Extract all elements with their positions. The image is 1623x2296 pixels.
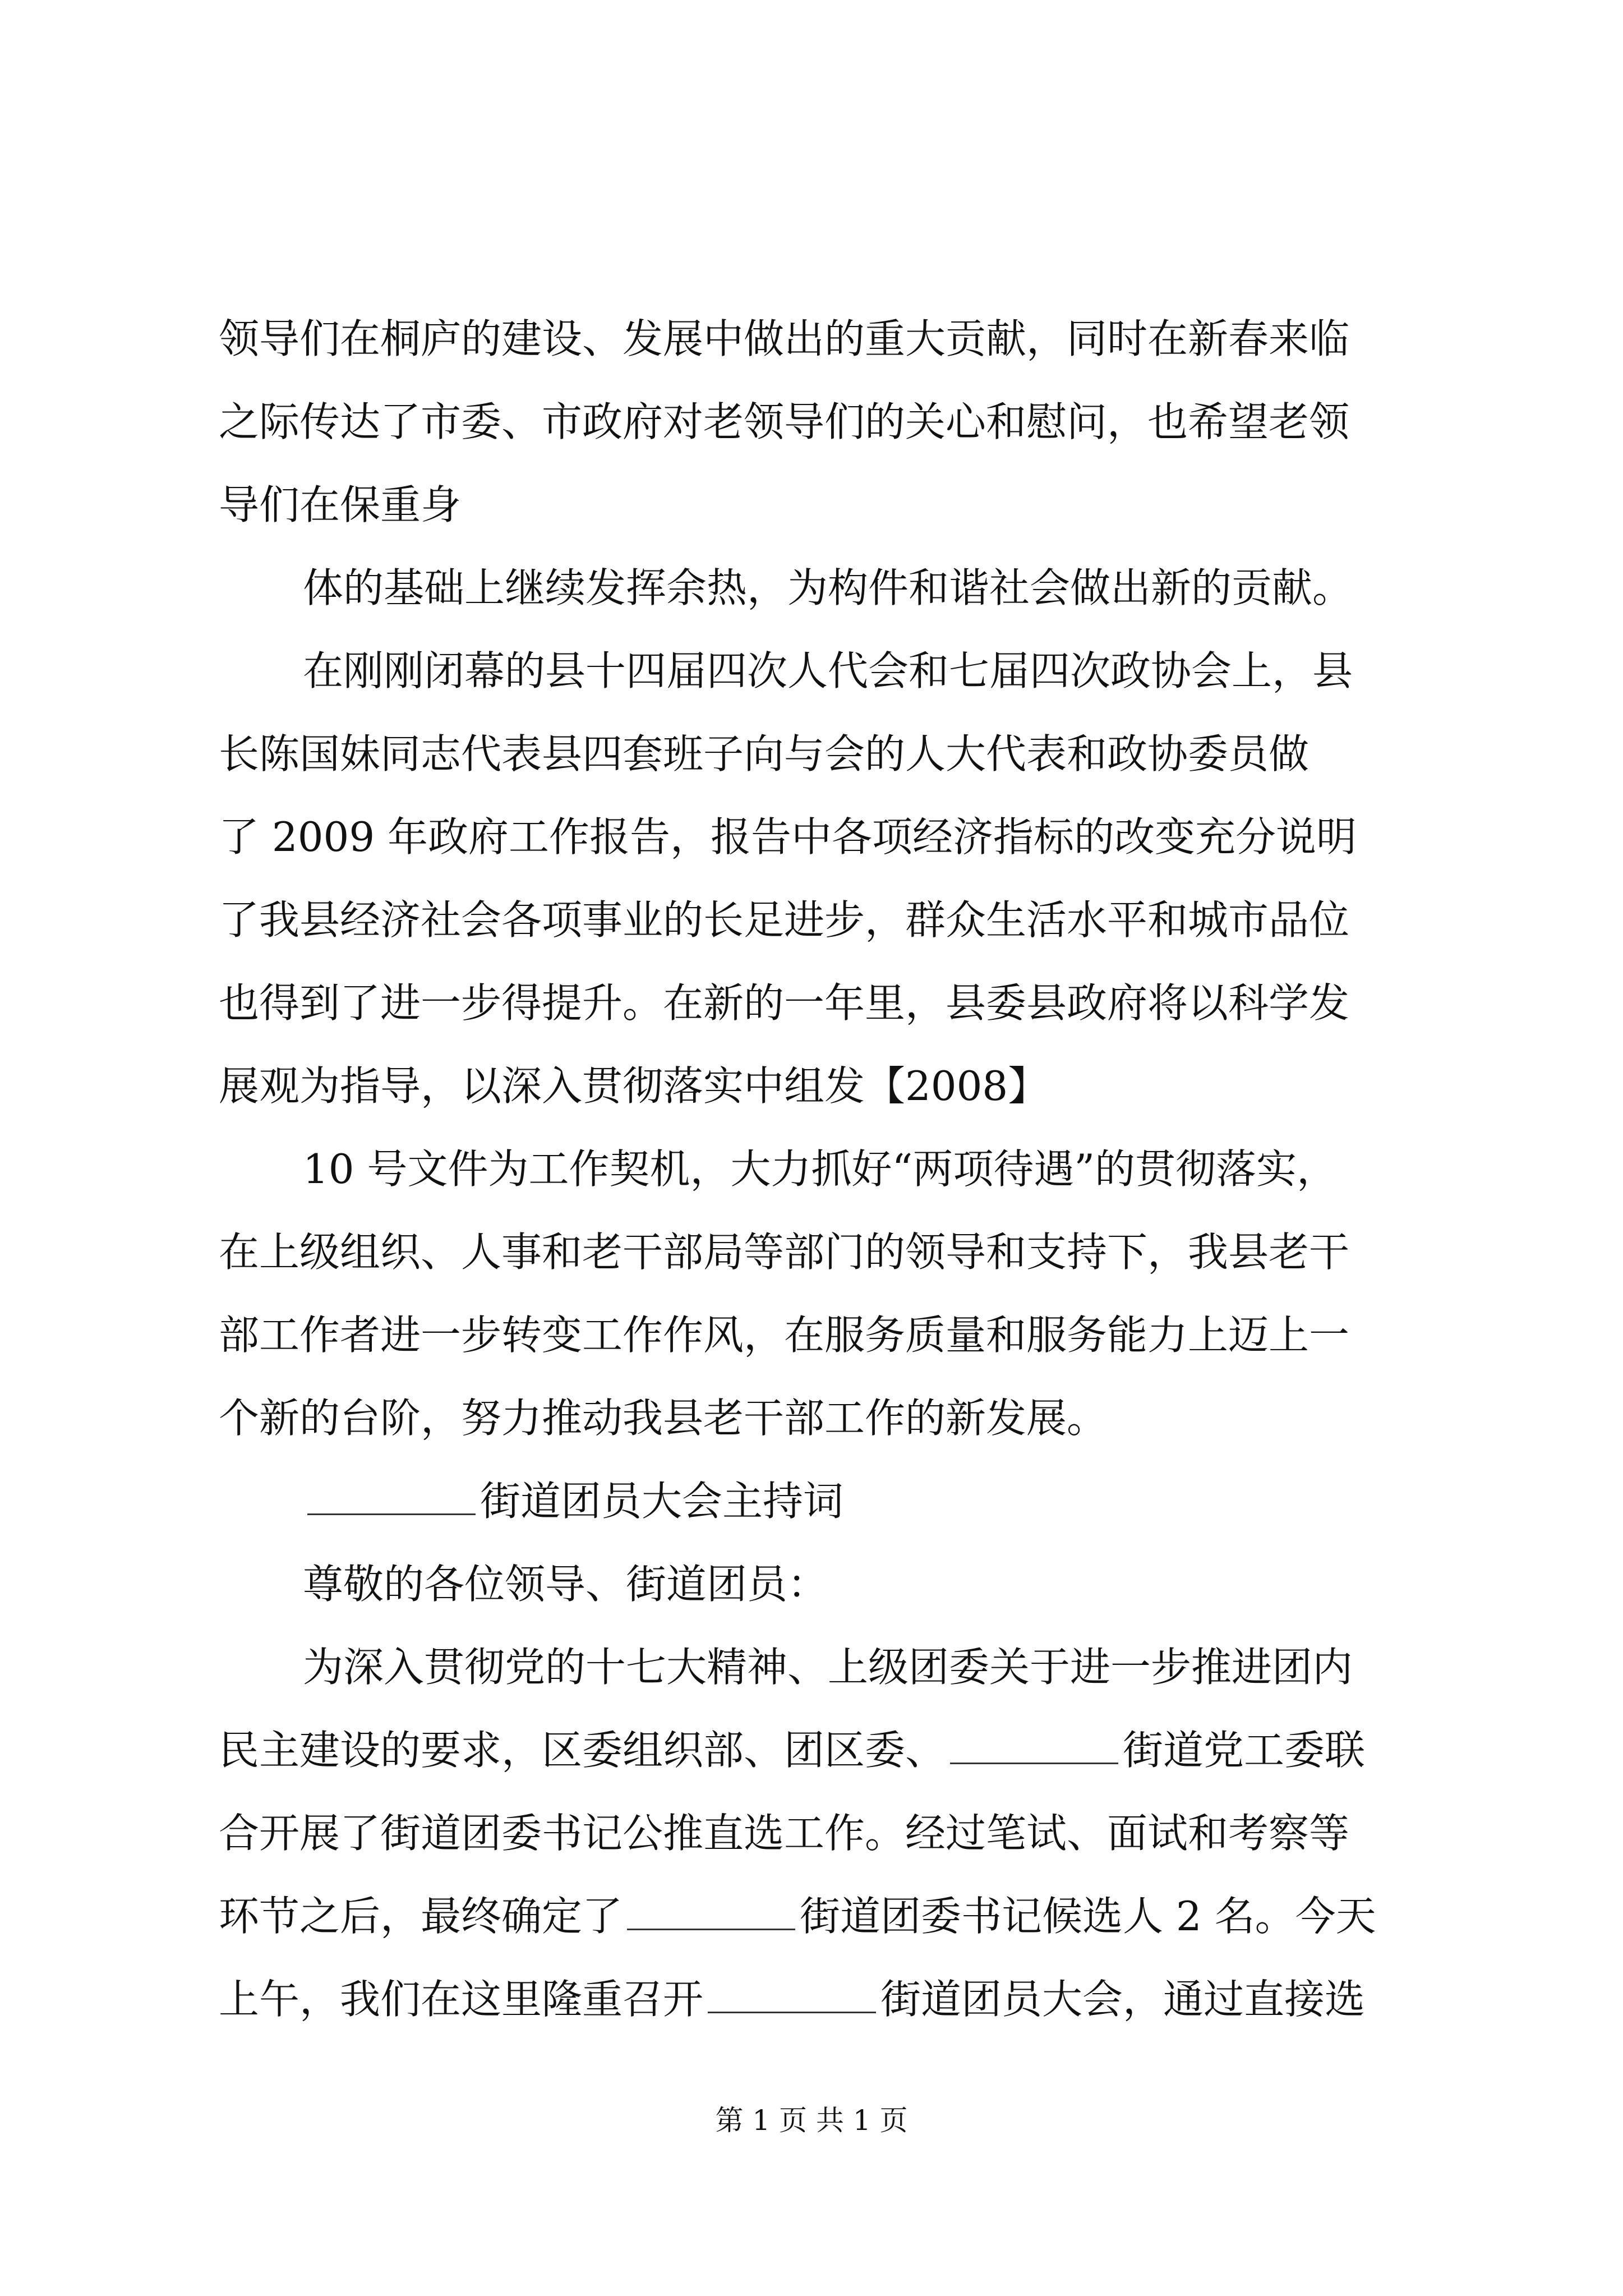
text-line: 在上级组织、人事和老干部局等部门的领导和支持下，我县老干 — [219, 1228, 1350, 1276]
text-line: 长陈国妹同志代表县四套班子向与会的人大代表和政协委员做 — [219, 730, 1310, 777]
text-segment: 环节之后，最终确定了 — [219, 1893, 623, 1940]
text-line: 部工作者进一步转变工作作风，在服务质量和服务能力上迈上一 — [219, 1312, 1350, 1359]
text-line — [219, 1958, 1365, 2041]
text-line: 10 号文件为工作契机，大力抓好“两项待遇”的贯彻落实， — [303, 1145, 1338, 1193]
text-line — [219, 1875, 1376, 1958]
text-line: 导们在保重身 — [219, 481, 462, 528]
page-number: 第 1 页 共 1 页 — [715, 2104, 908, 2137]
text-line: 了 2009 年政府工作报告，报告中各项经济指标的改变充分说明 — [219, 813, 1357, 861]
text-segment: 街道党工委联 — [1123, 1727, 1366, 1774]
text-line: 体的基础上继续发挥余热，为构件和谐社会做出新的贡献。 — [303, 564, 1353, 611]
text-segment: 街道团委书记候选人 2 名。今天 — [800, 1893, 1376, 1940]
page-footer — [0, 2098, 1623, 2138]
section-title: 街道团员大会主持词 — [480, 1478, 844, 1525]
text-line: 个新的台阶，努力推动我县老干部工作的新发展。 — [219, 1395, 1108, 1442]
fill-in-blank — [307, 1473, 476, 1515]
text-line — [219, 1709, 1365, 1792]
text-line: 展观为指导，以深入贯彻落实中组发【2008】 — [219, 1062, 1049, 1110]
salutation-line: 尊敬的各位领导、街道团员： — [303, 1561, 828, 1608]
text-segment: 街道团员大会，通过直接选 — [880, 1976, 1366, 2023]
text-line: 合开展了街道团委书记公推直选工作。经过笔试、面试和考察等 — [219, 1810, 1350, 1857]
text-line: 领导们在桐庐的建设、发展中做出的重大贡献，同时在新春来临 — [219, 315, 1350, 362]
text-line: 在刚刚闭幕的县十四届四次人代会和七届四次政协会上，县 — [303, 647, 1353, 694]
text-line: 之际传达了市委、市政府对老领导们的关心和慰问，也希望老领 — [219, 398, 1350, 445]
text-segment: 民主建设的要求，区委组织部、团区委、 — [219, 1727, 946, 1774]
text-line: 了我县经济社会各项事业的长足进步，群众生活水平和城市品位 — [219, 896, 1350, 944]
text-line: 为深入贯彻党的十七大精神、上级团委关于进一步推进团内 — [303, 1644, 1353, 1691]
fill-in-blank — [627, 1888, 795, 1930]
text-segment: 上午，我们在这里隆重召开 — [219, 1976, 704, 2023]
fill-in-blank — [708, 1971, 876, 2013]
section-title-line — [303, 1460, 843, 1543]
text-line: 也得到了进一步得提升。在新的一年里，县委县政府将以科学发 — [219, 979, 1350, 1027]
fill-in-blank — [950, 1722, 1118, 1764]
